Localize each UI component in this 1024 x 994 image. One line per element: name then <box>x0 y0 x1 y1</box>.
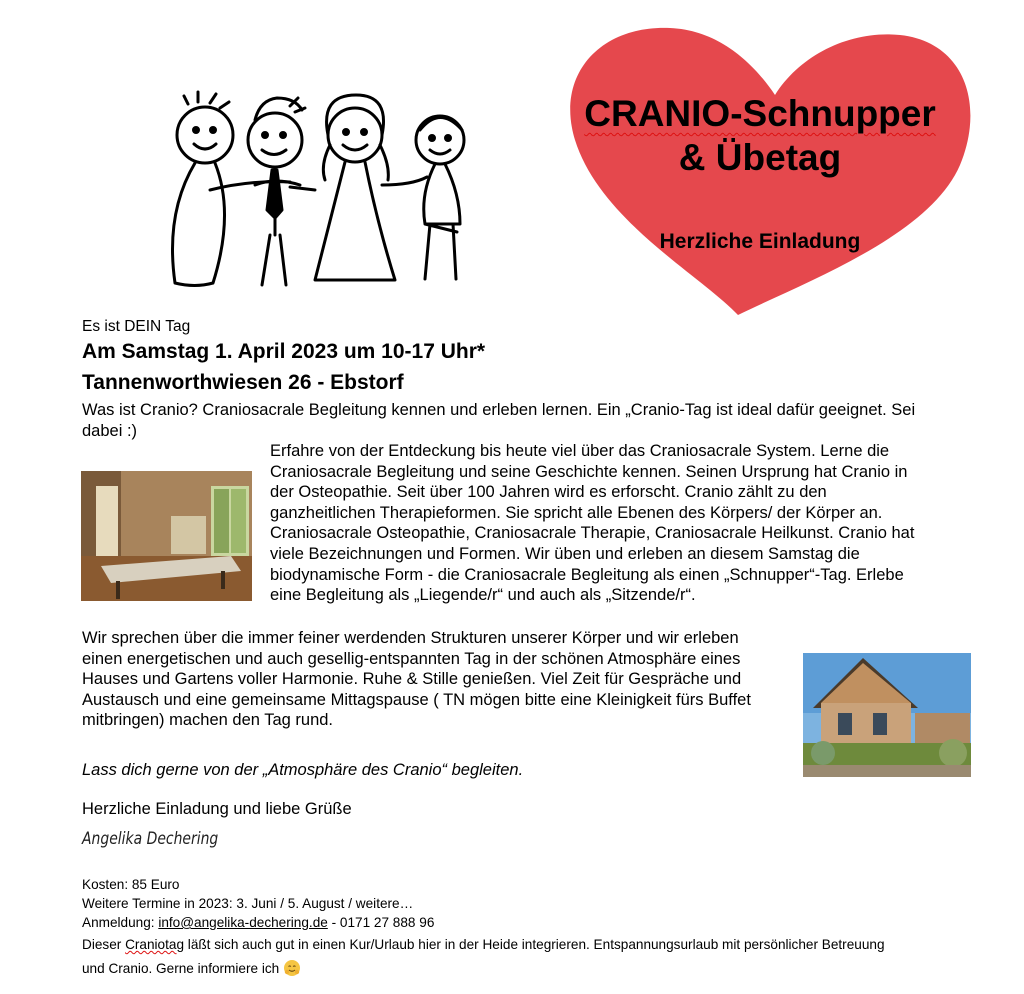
treatment-room-photo <box>81 471 252 601</box>
cost-text: Kosten: 85 Euro <box>82 877 180 892</box>
note-start: Dieser <box>82 937 126 952</box>
note-rest: läßt sich auch gut in einen Kur/Urlaub hier in der Heide integrieren. Entspannungsurlaub mit persönlicher Betreuung und Cranio. Gerne informiere ich <box>82 937 885 976</box>
paragraph-day-description: Wir sprechen über die immer feiner werdenden Strukturen unserer Körper und wir erleben einen energetischen und auch gesellig-entspannten Tag in der schönen Atmosphäre eines Hauses und Gartens voller Harmonie. Ruhe & Stille genießen. Viel Zeit für Gespräche und Austausch und eine gemeinsame Mittagspause ( TN mögen bitte eine Kleinigkeit fürs Buffet mitbringen) machen den Tag rund. <box>82 629 751 730</box>
paragraph-intro: Was ist Cranio? Craniosacrale Begleitung kennen und erleben lernen. Ein „Cranio-Tag ist ideal dafür geeignet. Sei dabei :) <box>82 401 916 440</box>
signature: Angelika Dechering <box>82 829 219 849</box>
stick-figures-illustration <box>150 90 480 290</box>
heart-title <box>560 92 960 180</box>
paragraph-about-cranio: Erfahre von der Entdeckung bis heute viel über das Craniosacrale System. Lerne die Craniosacrale Begleitung und seine Geschichte kennen. Seinen Ursprung hat Cranio in der Osteopathie. Seit über 100 Jahren wird es erforscht. Cranio zählt zu den ganzheitlichen Therapieformen. Sie spricht alle Ebenen des Körpers/ der Körper an. Craniosacrale Osteopathie, Craniosacrale Therapie, Craniosacrale Heilkunst. Cranio hat viele Bezeichnungen und Formen. Wir üben und erleben an diesem Samstag die biodynamische Form - die Craniosacrale Begleitung als einen „Schnupper“-Tag. Erlebe eine Begleitung als „Liegende/r“ und auch als „Sitzende/r“. <box>270 442 915 605</box>
event-address: Tannenworthwiesen 26 - Ebstorf <box>82 371 404 394</box>
registration-line <box>82 914 434 933</box>
house-photo <box>803 653 971 777</box>
note-craniotag: Craniotag <box>125 937 185 952</box>
heart-subtitle: Herzliche Einladung <box>659 230 861 253</box>
phone-number: - 0171 27 888 96 <box>327 915 435 930</box>
event-date: Am Samstag 1. April 2023 um 10-17 Uhr* <box>82 340 486 363</box>
heart-title-line1: CRANIO-Schnupper <box>584 93 936 134</box>
intro-text: Es ist DEIN Tag <box>82 318 191 335</box>
registration-label: Anmeldung: <box>82 915 159 930</box>
hugging-face-emoji-icon <box>283 959 301 977</box>
closing-regards: Herzliche Einladung und liebe Grüße <box>82 800 352 818</box>
paragraph-atmosphere: Lass dich gerne von der „Atmosphäre des Cranio“ begleiten. <box>82 761 524 779</box>
email-link[interactable]: info@angelika-dechering.de <box>158 915 328 930</box>
more-dates-text: Weitere Termine in 2023: 3. Juni / 5. August / weitere… <box>82 896 414 911</box>
holiday-note <box>82 933 902 981</box>
heart-title-line2: & Übetag <box>678 137 842 178</box>
